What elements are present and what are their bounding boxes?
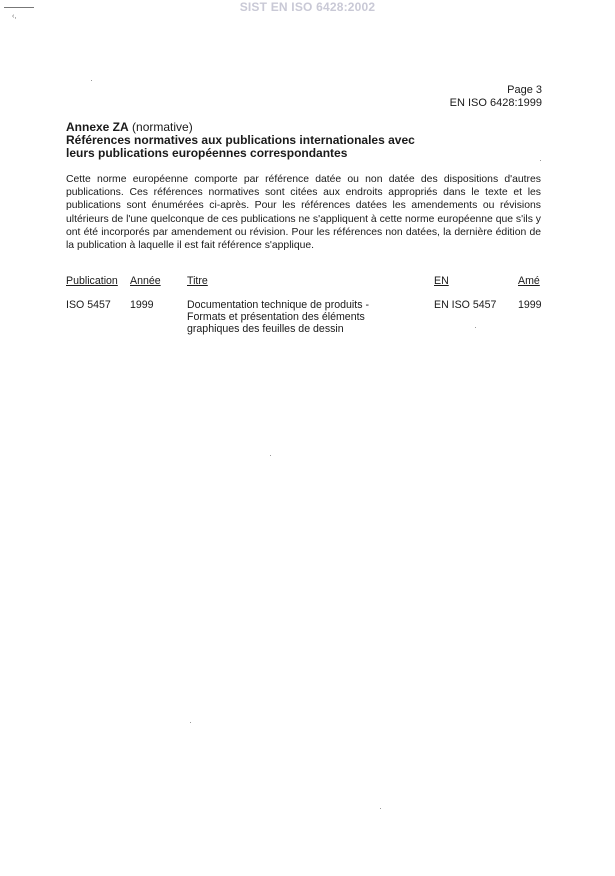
row-title	[187, 299, 387, 335]
scan-speck	[540, 160, 541, 161]
row-en: EN ISO 5457	[434, 299, 497, 311]
scan-speck	[91, 80, 92, 81]
header-en-year: Amé	[518, 275, 540, 287]
row-en-year: 1999	[518, 299, 542, 311]
corner-scan-mark	[4, 7, 34, 8]
row-title-line-3: graphiques des feuilles de dessin	[187, 323, 344, 335]
annex-title	[66, 120, 546, 134]
scan-speck	[190, 722, 191, 723]
page-header	[450, 84, 542, 110]
corner-scan-glyph: ‹,	[12, 13, 17, 20]
document-reference: EN ISO 6428:1999	[449, 97, 542, 109]
annex-heading-line-1: Références normatives aux publications internationales avec	[66, 133, 415, 147]
row-publication: ISO 5457	[66, 299, 111, 311]
row-title-line-1: Documentation technique de produits -	[187, 299, 369, 311]
header-publication: Publication	[66, 275, 118, 287]
references-table	[66, 275, 546, 335]
watermark: SIST EN ISO 6428:2002	[239, 0, 376, 14]
header-title: Titre	[187, 275, 208, 287]
annex-type: (normative)	[132, 120, 193, 134]
table-header-row	[66, 275, 546, 287]
header-year: Année	[130, 275, 161, 287]
page-number: Page 3	[507, 84, 542, 96]
row-year: 1999	[130, 299, 154, 311]
scan-speck	[380, 808, 381, 809]
scan-speck	[475, 327, 476, 328]
annex-label: Annexe ZA	[66, 120, 129, 134]
annex-heading-line-2: leurs publications européennes correspondantes	[66, 146, 348, 160]
row-title-line-2: Formats et présentation des éléments	[187, 311, 365, 323]
intro-paragraph: Cette norme européenne comporte par référence datée ou non datée des dispositions d'autres publications. Ces références normatives sont citées aux endroits appropriés dans le texte et les publications sont énumérées ci-après. Pour les références datées les amendements ou révisions ultérieurs de l'une quelconque de ces publications ne s'appliquent à cette norme européenne que s'ils y ont été incorporés par amendement ou révision. Pour les références non datées, la dernière édition de la publication à laquelle il est fait référence s'applique.	[66, 174, 542, 252]
header-en: EN	[434, 275, 449, 287]
annex-section	[66, 120, 546, 160]
table-row	[66, 299, 546, 335]
scan-speck	[270, 455, 271, 456]
